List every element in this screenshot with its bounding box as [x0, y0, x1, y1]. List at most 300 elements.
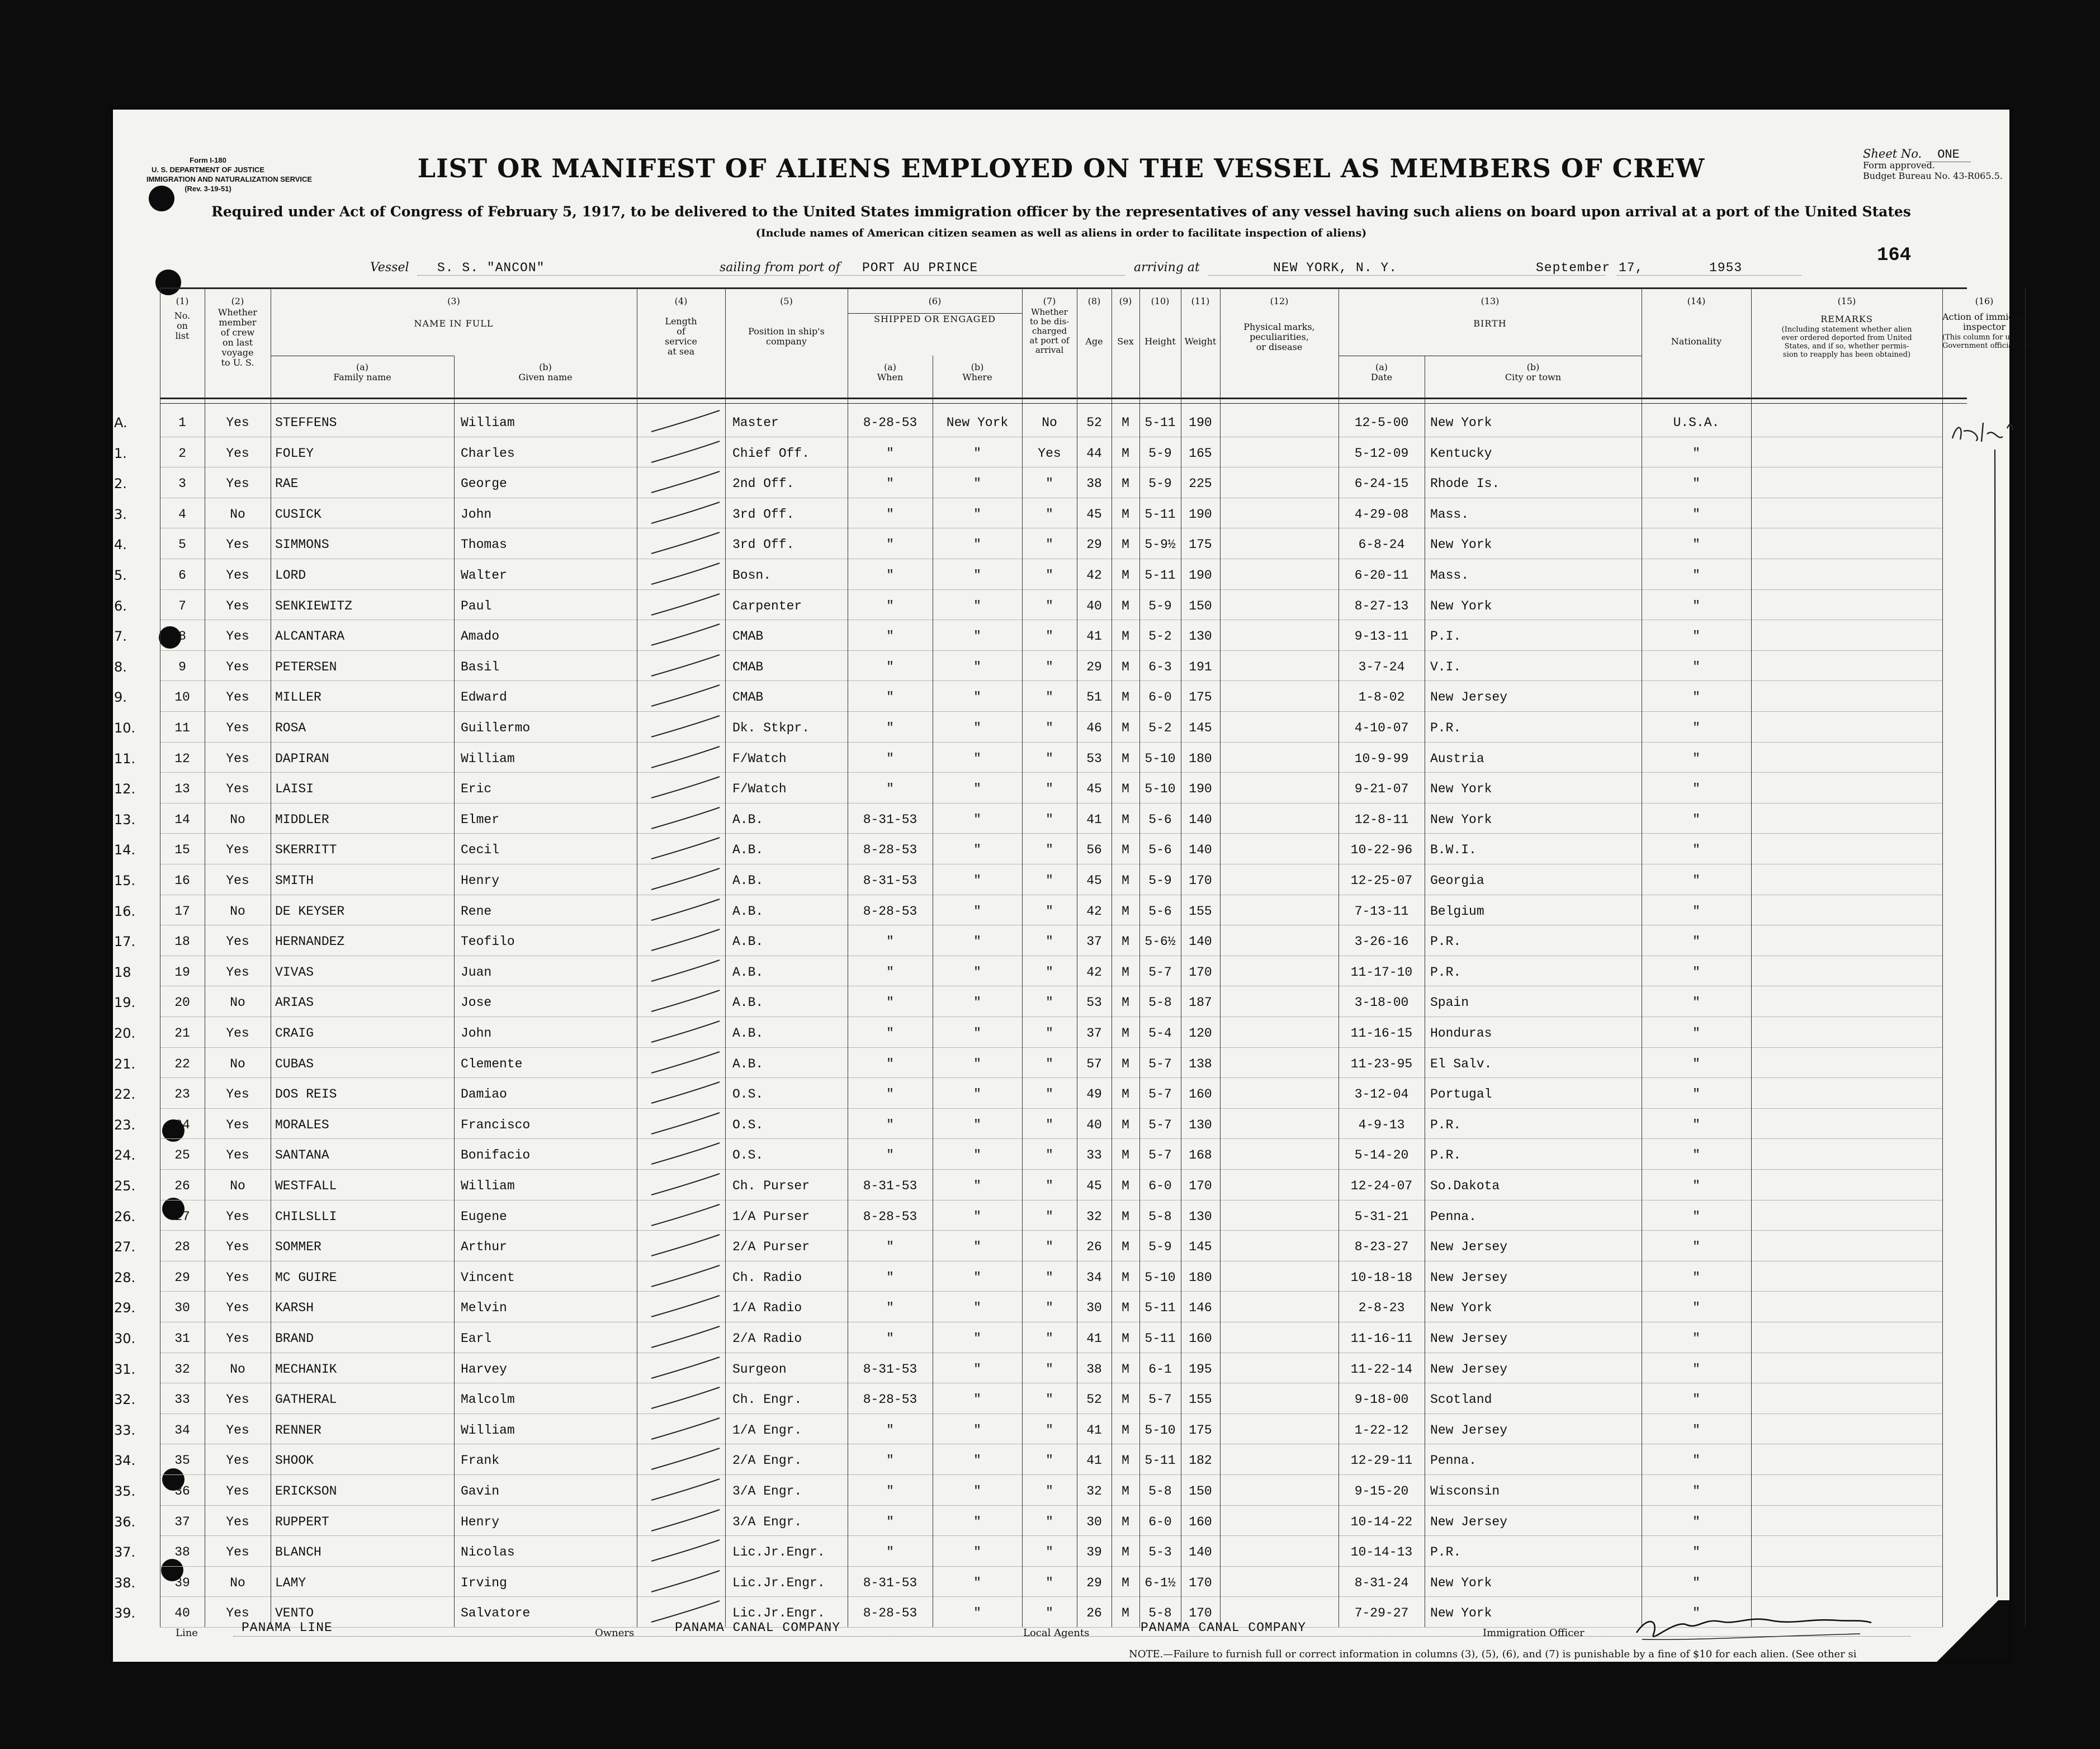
cell-bdate[interactable]: 5-12-09: [1354, 446, 1409, 461]
cell-position[interactable]: Ch. Engr.: [732, 1392, 802, 1407]
cell-nationality[interactable]: ": [1692, 873, 1700, 888]
cell-no[interactable]: 3: [178, 476, 186, 491]
cell-when[interactable]: ": [886, 568, 894, 583]
cell-last[interactable]: Yes: [226, 1606, 249, 1621]
cell-position[interactable]: A.B.: [732, 934, 764, 949]
arrival-year-field[interactable]: 1953: [1709, 261, 1743, 275]
cell-bdate[interactable]: 11-17-10: [1350, 965, 1413, 980]
cell-position[interactable]: F/Watch: [732, 751, 787, 766]
cell-sex[interactable]: M: [1122, 721, 1129, 735]
cell-weight[interactable]: 195: [1189, 1362, 1212, 1377]
cell-height[interactable]: 6-1½: [1144, 1575, 1176, 1590]
cell-no[interactable]: 39: [174, 1575, 190, 1590]
cell-last[interactable]: Yes: [226, 629, 249, 644]
cell-no[interactable]: 12: [174, 751, 190, 766]
cell-position[interactable]: A.B.: [732, 873, 764, 888]
cell-bdate[interactable]: 6-24-15: [1354, 476, 1409, 491]
cell-discharged[interactable]: ": [1046, 1026, 1053, 1041]
cell-where[interactable]: ": [973, 1056, 981, 1071]
cell-age[interactable]: 29: [1086, 537, 1102, 552]
cell-last[interactable]: No: [230, 1056, 245, 1071]
cell-margin[interactable]: 10.: [114, 720, 136, 736]
cell-last[interactable]: Yes: [226, 751, 249, 766]
cell-bcity[interactable]: P.R.: [1430, 934, 1462, 949]
cell-last[interactable]: Yes: [226, 537, 249, 552]
cell-when[interactable]: ": [886, 1301, 894, 1316]
cell-where[interactable]: ": [973, 965, 981, 980]
cell-discharged[interactable]: ": [1046, 1484, 1053, 1499]
cell-margin[interactable]: 23.: [114, 1117, 136, 1133]
cell-given[interactable]: John: [461, 507, 492, 522]
cell-margin[interactable]: 1.: [114, 445, 127, 461]
cell-age[interactable]: 46: [1086, 721, 1102, 735]
cell-weight[interactable]: 155: [1189, 904, 1212, 919]
cell-position[interactable]: O.S.: [732, 1148, 764, 1163]
cell-where[interactable]: ": [973, 690, 981, 705]
cell-weight[interactable]: 150: [1189, 1484, 1212, 1499]
cell-weight[interactable]: 180: [1189, 1270, 1212, 1285]
cell-when[interactable]: ": [886, 782, 894, 797]
cell-family[interactable]: HERNANDEZ: [275, 934, 345, 949]
cell-margin[interactable]: 7.: [114, 628, 127, 645]
cell-age[interactable]: 45: [1086, 507, 1102, 522]
cell-bcity[interactable]: El Salv.: [1430, 1056, 1492, 1071]
cell-family[interactable]: CHILSLLI: [275, 1209, 337, 1224]
cell-bdate[interactable]: 3-26-16: [1354, 934, 1409, 949]
cell-no[interactable]: 36: [174, 1484, 190, 1499]
cell-margin[interactable]: 28.: [114, 1269, 136, 1285]
cell-height[interactable]: 5-7: [1148, 1148, 1172, 1163]
cell-weight[interactable]: 130: [1189, 1209, 1212, 1224]
cell-given[interactable]: Clemente: [461, 1056, 523, 1071]
cell-given[interactable]: George: [461, 476, 507, 491]
cell-discharged[interactable]: ": [1046, 537, 1053, 552]
cell-family[interactable]: SMITH: [275, 873, 314, 888]
cell-no[interactable]: 2: [178, 446, 186, 461]
cell-family[interactable]: MORALES: [275, 1117, 329, 1132]
cell-when[interactable]: ": [886, 1148, 894, 1163]
cell-age[interactable]: 45: [1086, 782, 1102, 797]
cell-family[interactable]: RENNER: [275, 1422, 321, 1438]
cell-margin[interactable]: 12.: [114, 781, 136, 797]
cell-weight[interactable]: 182: [1189, 1453, 1212, 1468]
cell-no[interactable]: 10: [174, 690, 190, 705]
cell-discharged[interactable]: ": [1046, 1453, 1053, 1468]
cell-family[interactable]: MC GUIRE: [275, 1270, 337, 1285]
cell-where[interactable]: ": [973, 1026, 981, 1041]
cell-age[interactable]: 37: [1086, 1026, 1102, 1041]
cell-last[interactable]: No: [230, 904, 245, 919]
cell-age[interactable]: 53: [1086, 751, 1102, 766]
cell-margin[interactable]: 9.: [114, 689, 127, 706]
cell-sex[interactable]: M: [1122, 1240, 1129, 1255]
cell-when[interactable]: 8-28-53: [863, 1392, 917, 1407]
cell-discharged[interactable]: Yes: [1038, 446, 1061, 461]
cell-height[interactable]: 5-9: [1148, 1240, 1172, 1255]
cell-height[interactable]: 5-10: [1144, 1270, 1176, 1285]
cell-bcity[interactable]: Mass.: [1430, 507, 1469, 522]
cell-nationality[interactable]: ": [1692, 476, 1700, 491]
cell-where[interactable]: ": [973, 1453, 981, 1468]
cell-bcity[interactable]: New York: [1430, 537, 1492, 552]
cell-margin[interactable]: 36.: [114, 1514, 136, 1530]
cell-position[interactable]: O.S.: [732, 1117, 764, 1132]
cell-given[interactable]: Vincent: [461, 1270, 515, 1285]
cell-position[interactable]: CMAB: [732, 690, 764, 705]
cell-age[interactable]: 42: [1086, 904, 1102, 919]
cell-nationality[interactable]: U.S.A.: [1673, 415, 1720, 430]
cell-where[interactable]: ": [973, 873, 981, 888]
cell-family[interactable]: STEFFENS: [275, 415, 337, 430]
cell-nationality[interactable]: ": [1692, 446, 1700, 461]
cell-when[interactable]: ": [886, 1026, 894, 1041]
cell-when[interactable]: ": [886, 476, 894, 491]
cell-bdate[interactable]: 8-31-24: [1354, 1575, 1409, 1590]
cell-position[interactable]: A.B.: [732, 812, 764, 827]
cell-no[interactable]: 27: [174, 1209, 190, 1224]
cell-margin[interactable]: 39.: [114, 1605, 136, 1622]
cell-bcity[interactable]: Mass.: [1430, 568, 1469, 583]
cell-given[interactable]: Amado: [461, 629, 500, 644]
cell-where[interactable]: New York: [946, 415, 1009, 430]
cell-when[interactable]: ": [886, 1331, 894, 1346]
cell-bdate[interactable]: 12-24-07: [1350, 1179, 1413, 1193]
cell-position[interactable]: A.B.: [732, 1056, 764, 1071]
cell-bdate[interactable]: 3-18-00: [1354, 995, 1409, 1010]
cell-where[interactable]: ": [973, 1392, 981, 1407]
cell-nationality[interactable]: ": [1692, 782, 1700, 797]
cell-no[interactable]: 31: [174, 1331, 190, 1346]
cell-last[interactable]: Yes: [226, 446, 249, 461]
cell-weight[interactable]: 170: [1189, 1179, 1212, 1193]
cell-sex[interactable]: M: [1122, 1484, 1129, 1499]
cell-position[interactable]: Lic.Jr.Engr.: [732, 1606, 825, 1621]
cell-height[interactable]: 6-0: [1148, 1179, 1172, 1193]
cell-nationality[interactable]: ": [1692, 1056, 1700, 1071]
cell-height[interactable]: 5-7: [1148, 1087, 1172, 1102]
cell-height[interactable]: 5-11: [1144, 507, 1176, 522]
cell-family[interactable]: RAE: [275, 476, 299, 491]
cell-weight[interactable]: 190: [1189, 507, 1212, 522]
cell-no[interactable]: 26: [174, 1179, 190, 1193]
cell-margin[interactable]: 26.: [114, 1208, 136, 1225]
cell-height[interactable]: 5-4: [1148, 1026, 1172, 1041]
cell-margin[interactable]: 18: [114, 964, 131, 980]
cell-where[interactable]: ": [973, 812, 981, 827]
cell-discharged[interactable]: ": [1046, 843, 1053, 858]
cell-no[interactable]: 38: [174, 1545, 190, 1560]
cell-sex[interactable]: M: [1122, 1087, 1129, 1102]
cell-family[interactable]: LAMY: [275, 1575, 306, 1590]
cell-family[interactable]: SOMMER: [275, 1240, 321, 1255]
cell-height[interactable]: 5-11: [1144, 568, 1176, 583]
cell-last[interactable]: Yes: [226, 1392, 249, 1407]
cell-age[interactable]: 32: [1086, 1209, 1102, 1224]
cell-sex[interactable]: M: [1122, 782, 1129, 797]
cell-bcity[interactable]: New York: [1430, 415, 1492, 430]
cell-nationality[interactable]: ": [1692, 1484, 1700, 1499]
cell-no[interactable]: 24: [174, 1117, 190, 1132]
cell-bdate[interactable]: 11-16-15: [1350, 1026, 1413, 1041]
cell-height[interactable]: 5-11: [1144, 1301, 1176, 1316]
cell-age[interactable]: 52: [1086, 1392, 1102, 1407]
cell-bdate[interactable]: 4-9-13: [1358, 1117, 1405, 1132]
cell-discharged[interactable]: ": [1046, 1179, 1053, 1193]
cell-margin[interactable]: 34.: [114, 1453, 136, 1469]
cell-nationality[interactable]: ": [1692, 1575, 1700, 1590]
cell-no[interactable]: 8: [178, 629, 186, 644]
cell-sex[interactable]: M: [1122, 415, 1129, 430]
cell-sex[interactable]: M: [1122, 1148, 1129, 1163]
cell-family[interactable]: SIMMONS: [275, 537, 329, 552]
cell-given[interactable]: Earl: [461, 1331, 492, 1346]
cell-sex[interactable]: M: [1122, 1362, 1129, 1377]
cell-height[interactable]: 5-2: [1148, 721, 1172, 735]
cell-height[interactable]: 5-9: [1148, 446, 1172, 461]
cell-age[interactable]: 41: [1086, 1422, 1102, 1438]
cell-given[interactable]: Eric: [461, 782, 492, 797]
cell-sex[interactable]: M: [1122, 1606, 1129, 1621]
cell-position[interactable]: A.B.: [732, 904, 764, 919]
cell-discharged[interactable]: ": [1046, 1606, 1053, 1621]
cell-when[interactable]: ": [886, 598, 894, 613]
cell-when[interactable]: ": [886, 690, 894, 705]
cell-height[interactable]: 5-9: [1148, 598, 1172, 613]
cell-position[interactable]: 2/A Purser: [732, 1240, 810, 1255]
cell-height[interactable]: 5-10: [1144, 1422, 1176, 1438]
cell-age[interactable]: 29: [1086, 659, 1102, 674]
cell-given[interactable]: John: [461, 1026, 492, 1041]
cell-when[interactable]: ": [886, 1056, 894, 1071]
cell-bcity[interactable]: New Jersey: [1430, 1422, 1508, 1438]
cell-bcity[interactable]: Austria: [1430, 751, 1484, 766]
cell-last[interactable]: Yes: [226, 1422, 249, 1438]
cell-position[interactable]: Ch. Purser: [732, 1179, 810, 1193]
cell-bdate[interactable]: 10-9-99: [1354, 751, 1409, 766]
cell-last[interactable]: Yes: [226, 934, 249, 949]
cell-age[interactable]: 45: [1086, 873, 1102, 888]
cell-bdate[interactable]: 11-23-95: [1350, 1056, 1413, 1071]
cell-when[interactable]: 8-31-53: [863, 1362, 917, 1377]
cell-position[interactable]: 3rd Off.: [732, 507, 794, 522]
cell-where[interactable]: ": [973, 1209, 981, 1224]
cell-last[interactable]: No: [230, 1362, 245, 1377]
cell-height[interactable]: 6-3: [1148, 659, 1172, 674]
cell-sex[interactable]: M: [1122, 1453, 1129, 1468]
cell-age[interactable]: 37: [1086, 934, 1102, 949]
cell-bcity[interactable]: Spain: [1430, 995, 1469, 1010]
cell-last[interactable]: Yes: [226, 782, 249, 797]
cell-height[interactable]: 5-7: [1148, 965, 1172, 980]
cell-bdate[interactable]: 10-22-96: [1350, 843, 1413, 858]
cell-sex[interactable]: M: [1122, 1514, 1129, 1529]
cell-nationality[interactable]: ": [1692, 1362, 1700, 1377]
cell-bcity[interactable]: New York: [1430, 1606, 1492, 1621]
cell-weight[interactable]: 175: [1189, 1422, 1212, 1438]
cell-when[interactable]: 8-31-53: [863, 1179, 917, 1193]
cell-when[interactable]: ": [886, 1453, 894, 1468]
cell-weight[interactable]: 180: [1189, 751, 1212, 766]
cell-given[interactable]: Eugene: [461, 1209, 507, 1224]
cell-weight[interactable]: 170: [1189, 1606, 1212, 1621]
cell-nationality[interactable]: ": [1692, 1240, 1700, 1255]
cell-age[interactable]: 42: [1086, 568, 1102, 583]
cell-no[interactable]: 32: [174, 1362, 190, 1377]
cell-sex[interactable]: M: [1122, 1575, 1129, 1590]
cell-sex[interactable]: M: [1122, 598, 1129, 613]
cell-margin[interactable]: 35.: [114, 1483, 136, 1499]
cell-bdate[interactable]: 10-14-22: [1350, 1514, 1413, 1529]
cell-margin[interactable]: 38.: [114, 1575, 136, 1591]
cell-nationality[interactable]: ": [1692, 1117, 1700, 1132]
cell-last[interactable]: Yes: [226, 1240, 249, 1255]
cell-last[interactable]: Yes: [226, 1484, 249, 1499]
cell-when[interactable]: ": [886, 995, 894, 1010]
cell-bdate[interactable]: 12-5-00: [1354, 415, 1409, 430]
cell-nationality[interactable]: ": [1692, 1392, 1700, 1407]
cell-weight[interactable]: 130: [1189, 629, 1212, 644]
cell-no[interactable]: 18: [174, 934, 190, 949]
cell-given[interactable]: Guillermo: [461, 721, 531, 735]
cell-nationality[interactable]: ": [1692, 904, 1700, 919]
cell-family[interactable]: CRAIG: [275, 1026, 314, 1041]
cell-where[interactable]: ": [973, 1240, 981, 1255]
cell-when[interactable]: ": [886, 751, 894, 766]
cell-bcity[interactable]: New Jersey: [1430, 1362, 1508, 1377]
cell-given[interactable]: William: [461, 415, 515, 430]
cell-no[interactable]: 4: [178, 507, 186, 522]
cell-sex[interactable]: M: [1122, 812, 1129, 827]
cell-age[interactable]: 45: [1086, 1179, 1102, 1193]
cell-given[interactable]: Juan: [461, 965, 492, 980]
cell-last[interactable]: Yes: [226, 1270, 249, 1285]
cell-height[interactable]: 5-8: [1148, 995, 1172, 1010]
cell-age[interactable]: 30: [1086, 1301, 1102, 1316]
cell-bdate[interactable]: 9-21-07: [1354, 782, 1409, 797]
cell-last[interactable]: Yes: [226, 1545, 249, 1560]
cell-given[interactable]: William: [461, 1422, 515, 1438]
cell-height[interactable]: 5-6: [1148, 812, 1172, 827]
cell-when[interactable]: 8-31-53: [863, 812, 917, 827]
cell-given[interactable]: Henry: [461, 873, 500, 888]
cell-bcity[interactable]: Georgia: [1430, 873, 1484, 888]
cell-given[interactable]: Henry: [461, 1514, 500, 1529]
cell-weight[interactable]: 120: [1189, 1026, 1212, 1041]
arriving-port-field[interactable]: NEW YORK, N. Y.: [1273, 261, 1398, 275]
cell-nationality[interactable]: ": [1692, 1148, 1700, 1163]
cell-position[interactable]: 2/A Radio: [732, 1331, 802, 1346]
cell-last[interactable]: Yes: [226, 1301, 249, 1316]
cell-position[interactable]: CMAB: [732, 659, 764, 674]
cell-height[interactable]: 5-7: [1148, 1392, 1172, 1407]
cell-bcity[interactable]: New York: [1430, 1575, 1492, 1590]
cell-weight[interactable]: 140: [1189, 1545, 1212, 1560]
cell-family[interactable]: BRAND: [275, 1331, 314, 1346]
cell-sex[interactable]: M: [1122, 934, 1129, 949]
cell-height[interactable]: 5-8: [1148, 1484, 1172, 1499]
cell-given[interactable]: Jose: [461, 995, 492, 1010]
cell-bcity[interactable]: Penna.: [1430, 1453, 1477, 1468]
cell-where[interactable]: ": [973, 1117, 981, 1132]
cell-where[interactable]: ": [973, 1331, 981, 1346]
cell-bcity[interactable]: Belgium: [1430, 904, 1484, 919]
cell-bcity[interactable]: New York: [1430, 782, 1492, 797]
cell-bcity[interactable]: New Jersey: [1430, 690, 1508, 705]
cell-position[interactable]: 1/A Purser: [732, 1209, 810, 1224]
cell-bdate[interactable]: 9-18-00: [1354, 1392, 1409, 1407]
cell-nationality[interactable]: ": [1692, 751, 1700, 766]
cell-given[interactable]: Salvatore: [461, 1606, 531, 1621]
cell-where[interactable]: ": [973, 476, 981, 491]
cell-bdate[interactable]: 12-8-11: [1354, 812, 1409, 827]
cell-sex[interactable]: M: [1122, 1331, 1129, 1346]
cell-when[interactable]: ": [886, 1087, 894, 1102]
cell-discharged[interactable]: ": [1046, 568, 1053, 583]
cell-no[interactable]: 19: [174, 965, 190, 980]
cell-when[interactable]: ": [886, 1514, 894, 1529]
cell-last[interactable]: No: [230, 995, 245, 1010]
cell-margin[interactable]: 16.: [114, 903, 136, 919]
cell-weight[interactable]: 165: [1189, 446, 1212, 461]
cell-position[interactable]: CMAB: [732, 629, 764, 644]
cell-bcity[interactable]: Penna.: [1430, 1209, 1477, 1224]
cell-given[interactable]: Basil: [461, 659, 500, 674]
cell-last[interactable]: Yes: [226, 843, 249, 858]
cell-no[interactable]: 33: [174, 1392, 190, 1407]
cell-height[interactable]: 5-9: [1148, 873, 1172, 888]
cell-margin[interactable]: 20.: [114, 1025, 136, 1041]
cell-sex[interactable]: M: [1122, 476, 1129, 491]
cell-where[interactable]: ": [973, 1606, 981, 1621]
cell-height[interactable]: 5-8: [1148, 1606, 1172, 1621]
cell-no[interactable]: 11: [174, 721, 190, 735]
cell-bdate[interactable]: 8-23-27: [1354, 1240, 1409, 1255]
cell-margin[interactable]: 27.: [114, 1239, 136, 1255]
cell-height[interactable]: 6-1: [1148, 1362, 1172, 1377]
cell-discharged[interactable]: ": [1046, 782, 1053, 797]
cell-sex[interactable]: M: [1122, 1026, 1129, 1041]
cell-weight[interactable]: 191: [1189, 659, 1212, 674]
cell-given[interactable]: Gavin: [461, 1484, 500, 1499]
cell-last[interactable]: No: [230, 1575, 245, 1590]
cell-nationality[interactable]: ": [1692, 507, 1700, 522]
cell-weight[interactable]: 155: [1189, 1392, 1212, 1407]
cell-discharged[interactable]: ": [1046, 659, 1053, 674]
cell-age[interactable]: 38: [1086, 476, 1102, 491]
line-field[interactable]: PANAMA LINE: [242, 1620, 333, 1635]
cell-weight[interactable]: 138: [1189, 1056, 1212, 1071]
cell-weight[interactable]: 187: [1189, 995, 1212, 1010]
cell-given[interactable]: Walter: [461, 568, 507, 583]
cell-last[interactable]: Yes: [226, 598, 249, 613]
cell-given[interactable]: Melvin: [461, 1301, 507, 1316]
cell-nationality[interactable]: ": [1692, 934, 1700, 949]
cell-discharged[interactable]: ": [1046, 598, 1053, 613]
cell-height[interactable]: 5-10: [1144, 782, 1176, 797]
cell-bdate[interactable]: 9-13-11: [1354, 629, 1409, 644]
cell-weight[interactable]: 160: [1189, 1087, 1212, 1102]
cell-margin[interactable]: 30.: [114, 1331, 136, 1346]
cell-given[interactable]: Bonifacio: [461, 1148, 531, 1163]
sailing-port-field[interactable]: PORT AU PRINCE: [862, 261, 978, 275]
cell-margin[interactable]: 3.: [114, 506, 127, 522]
cell-bcity[interactable]: P.I.: [1430, 629, 1462, 644]
cell-last[interactable]: No: [230, 507, 245, 522]
cell-family[interactable]: PETERSEN: [275, 659, 337, 674]
cell-where[interactable]: ": [973, 507, 981, 522]
cell-no[interactable]: 5: [178, 537, 186, 552]
cell-age[interactable]: 41: [1086, 1331, 1102, 1346]
